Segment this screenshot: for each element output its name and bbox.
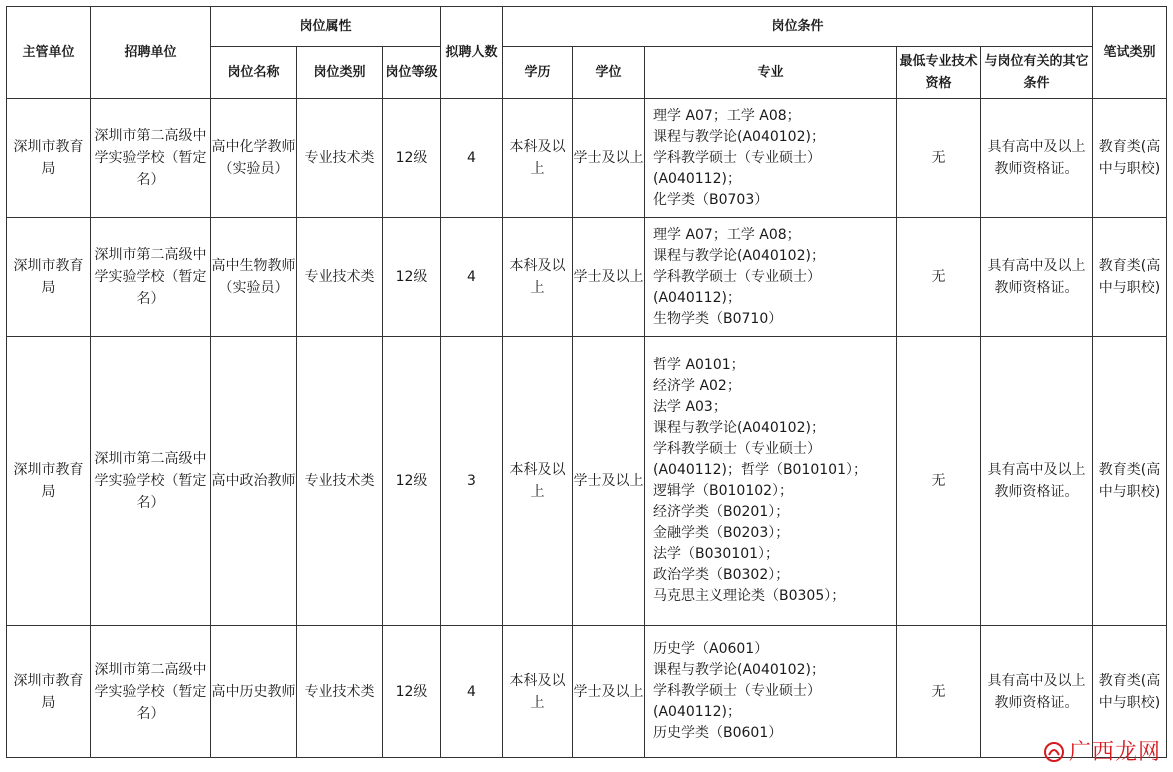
watermark (1043, 735, 1161, 766)
cell-zhuguan: 深圳市教育局 (7, 337, 91, 626)
cell-mingcheng: 高中历史教师 (211, 626, 297, 758)
cell-zhaopin: 深圳市第二高级中学实验学校（暂定名） (91, 218, 211, 337)
major-line: 学科教学硕士（专业硕士） (653, 683, 821, 699)
cell-xueli: 本科及以上 (503, 218, 573, 337)
cell-xuewei: 学士及以上 (573, 99, 645, 218)
major-line: (A040112)；哲学（B010101）； (653, 462, 867, 478)
cell-zige: 无 (897, 626, 981, 758)
cell-zhaopin: 深圳市第二高级中学实验学校（暂定名） (91, 99, 211, 218)
major-line: 马克思主义理论类（B0305）； (653, 588, 846, 604)
cell-bishi: 教育类(高中与职校) (1093, 626, 1167, 758)
cell-leibie: 专业技术类 (297, 218, 383, 337)
cell-qita: 具有高中及以上教师资格证。 (981, 99, 1093, 218)
major-line: (A040112)； (653, 289, 741, 306)
major-line: 学科教学硕士（专业硕士） (653, 268, 821, 285)
table-row (7, 337, 1167, 626)
cell-leibie: 专业技术类 (297, 337, 383, 626)
major-line: 金融学类（B0203）； (653, 525, 790, 541)
header-bishi-leibie: 笔试类别 (1093, 7, 1167, 99)
cell-bishi: 教育类(高中与职校) (1093, 337, 1167, 626)
cell-xueli: 本科及以上 (503, 626, 573, 758)
cell-zhuanye (645, 337, 897, 626)
cell-qita: 具有高中及以上教师资格证。 (981, 626, 1093, 758)
cell-renshu: 3 (441, 337, 503, 626)
header-zhaopin: 招聘单位 (91, 7, 211, 99)
watermark-logo-icon (1043, 741, 1065, 763)
cell-renshu: 4 (441, 218, 503, 337)
cell-leibie: 专业技术类 (297, 99, 383, 218)
header-nipin-renshu: 拟聘人数 (441, 7, 503, 99)
cell-xueli: 本科及以上 (503, 337, 573, 626)
major-line: 生物学类（B0710） (653, 310, 783, 327)
cell-xuewei: 学士及以上 (573, 337, 645, 626)
cell-dengji: 12级 (383, 337, 441, 626)
header-qita-tiaojian: 与岗位有关的其它条件 (981, 47, 1093, 99)
major-line: 经济学类（B0201）； (653, 504, 790, 520)
header-gangwei-mingcheng: 岗位名称 (211, 47, 297, 99)
major-line: 法学 A03； (653, 399, 727, 415)
cell-zhuguan: 深圳市教育局 (7, 99, 91, 218)
table-row (7, 626, 1167, 758)
cell-qita: 具有高中及以上教师资格证。 (981, 218, 1093, 337)
cell-renshu: 4 (441, 626, 503, 758)
table-row (7, 218, 1167, 337)
major-line: (A040112)； (653, 170, 741, 187)
cell-zhuguan: 深圳市教育局 (7, 218, 91, 337)
cell-qita: 具有高中及以上教师资格证。 (981, 337, 1093, 626)
major-line: (A040112)； (653, 704, 741, 720)
cell-zhuanye (645, 99, 897, 218)
cell-bishi: 教育类(高中与职校) (1093, 218, 1167, 337)
cell-zige: 无 (897, 99, 981, 218)
recruitment-table (6, 6, 1167, 758)
cell-renshu: 4 (441, 99, 503, 218)
major-line: 历史学（A0601） (653, 641, 769, 657)
cell-zhaopin: 深圳市第二高级中学实验学校（暂定名） (91, 337, 211, 626)
cell-dengji: 12级 (383, 626, 441, 758)
cell-zhuanye (645, 218, 897, 337)
major-line: 课程与教学论(A040102)； (653, 128, 825, 145)
cell-mingcheng: 高中政治教师 (211, 337, 297, 626)
header-xuewei: 学位 (573, 47, 645, 99)
header-zuidi-zige: 最低专业技术资格 (897, 47, 981, 99)
cell-zhaopin: 深圳市第二高级中学实验学校（暂定名） (91, 626, 211, 758)
cell-zige: 无 (897, 218, 981, 337)
major-line: 理学 A07；工学 A08； (653, 107, 801, 124)
major-line: 法学（B030101）； (653, 546, 780, 562)
cell-xuewei: 学士及以上 (573, 218, 645, 337)
cell-mingcheng: 高中化学教师（实验员） (211, 99, 297, 218)
cell-dengji: 12级 (383, 218, 441, 337)
header-gangwei-tiaojian: 岗位条件 (503, 7, 1093, 47)
major-line: 课程与教学论(A040102)； (653, 247, 825, 264)
major-line: 逻辑学（B010102）； (653, 483, 794, 499)
cell-zhuguan: 深圳市教育局 (7, 626, 91, 758)
cell-dengji: 12级 (383, 99, 441, 218)
major-line: 化学类（B0703） (653, 191, 769, 208)
header-gangwei-leibie: 岗位类别 (297, 47, 383, 99)
cell-zhuanye (645, 626, 897, 758)
cell-xuewei: 学士及以上 (573, 626, 645, 758)
major-line: 学科教学硕士（专业硕士） (653, 149, 821, 166)
table-row (7, 99, 1167, 218)
header-gangwei-shuxing: 岗位属性 (211, 7, 441, 47)
cell-zige: 无 (897, 337, 981, 626)
header-gangwei-dengji: 岗位等级 (383, 47, 441, 99)
cell-bishi: 教育类(高中与职校) (1093, 99, 1167, 218)
header-zhuanye: 专业 (645, 47, 897, 99)
major-line: 理学 A07；工学 A08； (653, 226, 801, 243)
header-zhuguan: 主管单位 (7, 7, 91, 99)
watermark-text: 广西龙网 (1068, 740, 1161, 765)
cell-mingcheng: 高中生物教师（实验员） (211, 218, 297, 337)
major-line: 历史学类（B0601） (653, 725, 783, 741)
header-xueli: 学历 (503, 47, 573, 99)
major-line: 课程与教学论(A040102)； (653, 662, 825, 678)
major-line: 课程与教学论(A040102)； (653, 420, 825, 436)
major-line: 经济学 A02； (653, 378, 741, 394)
cell-xueli: 本科及以上 (503, 99, 573, 218)
cell-leibie: 专业技术类 (297, 626, 383, 758)
major-line: 哲学 A0101； (653, 357, 745, 373)
major-line: 学科教学硕士（专业硕士） (653, 441, 821, 457)
major-line: 政治学类（B0302）； (653, 567, 790, 583)
